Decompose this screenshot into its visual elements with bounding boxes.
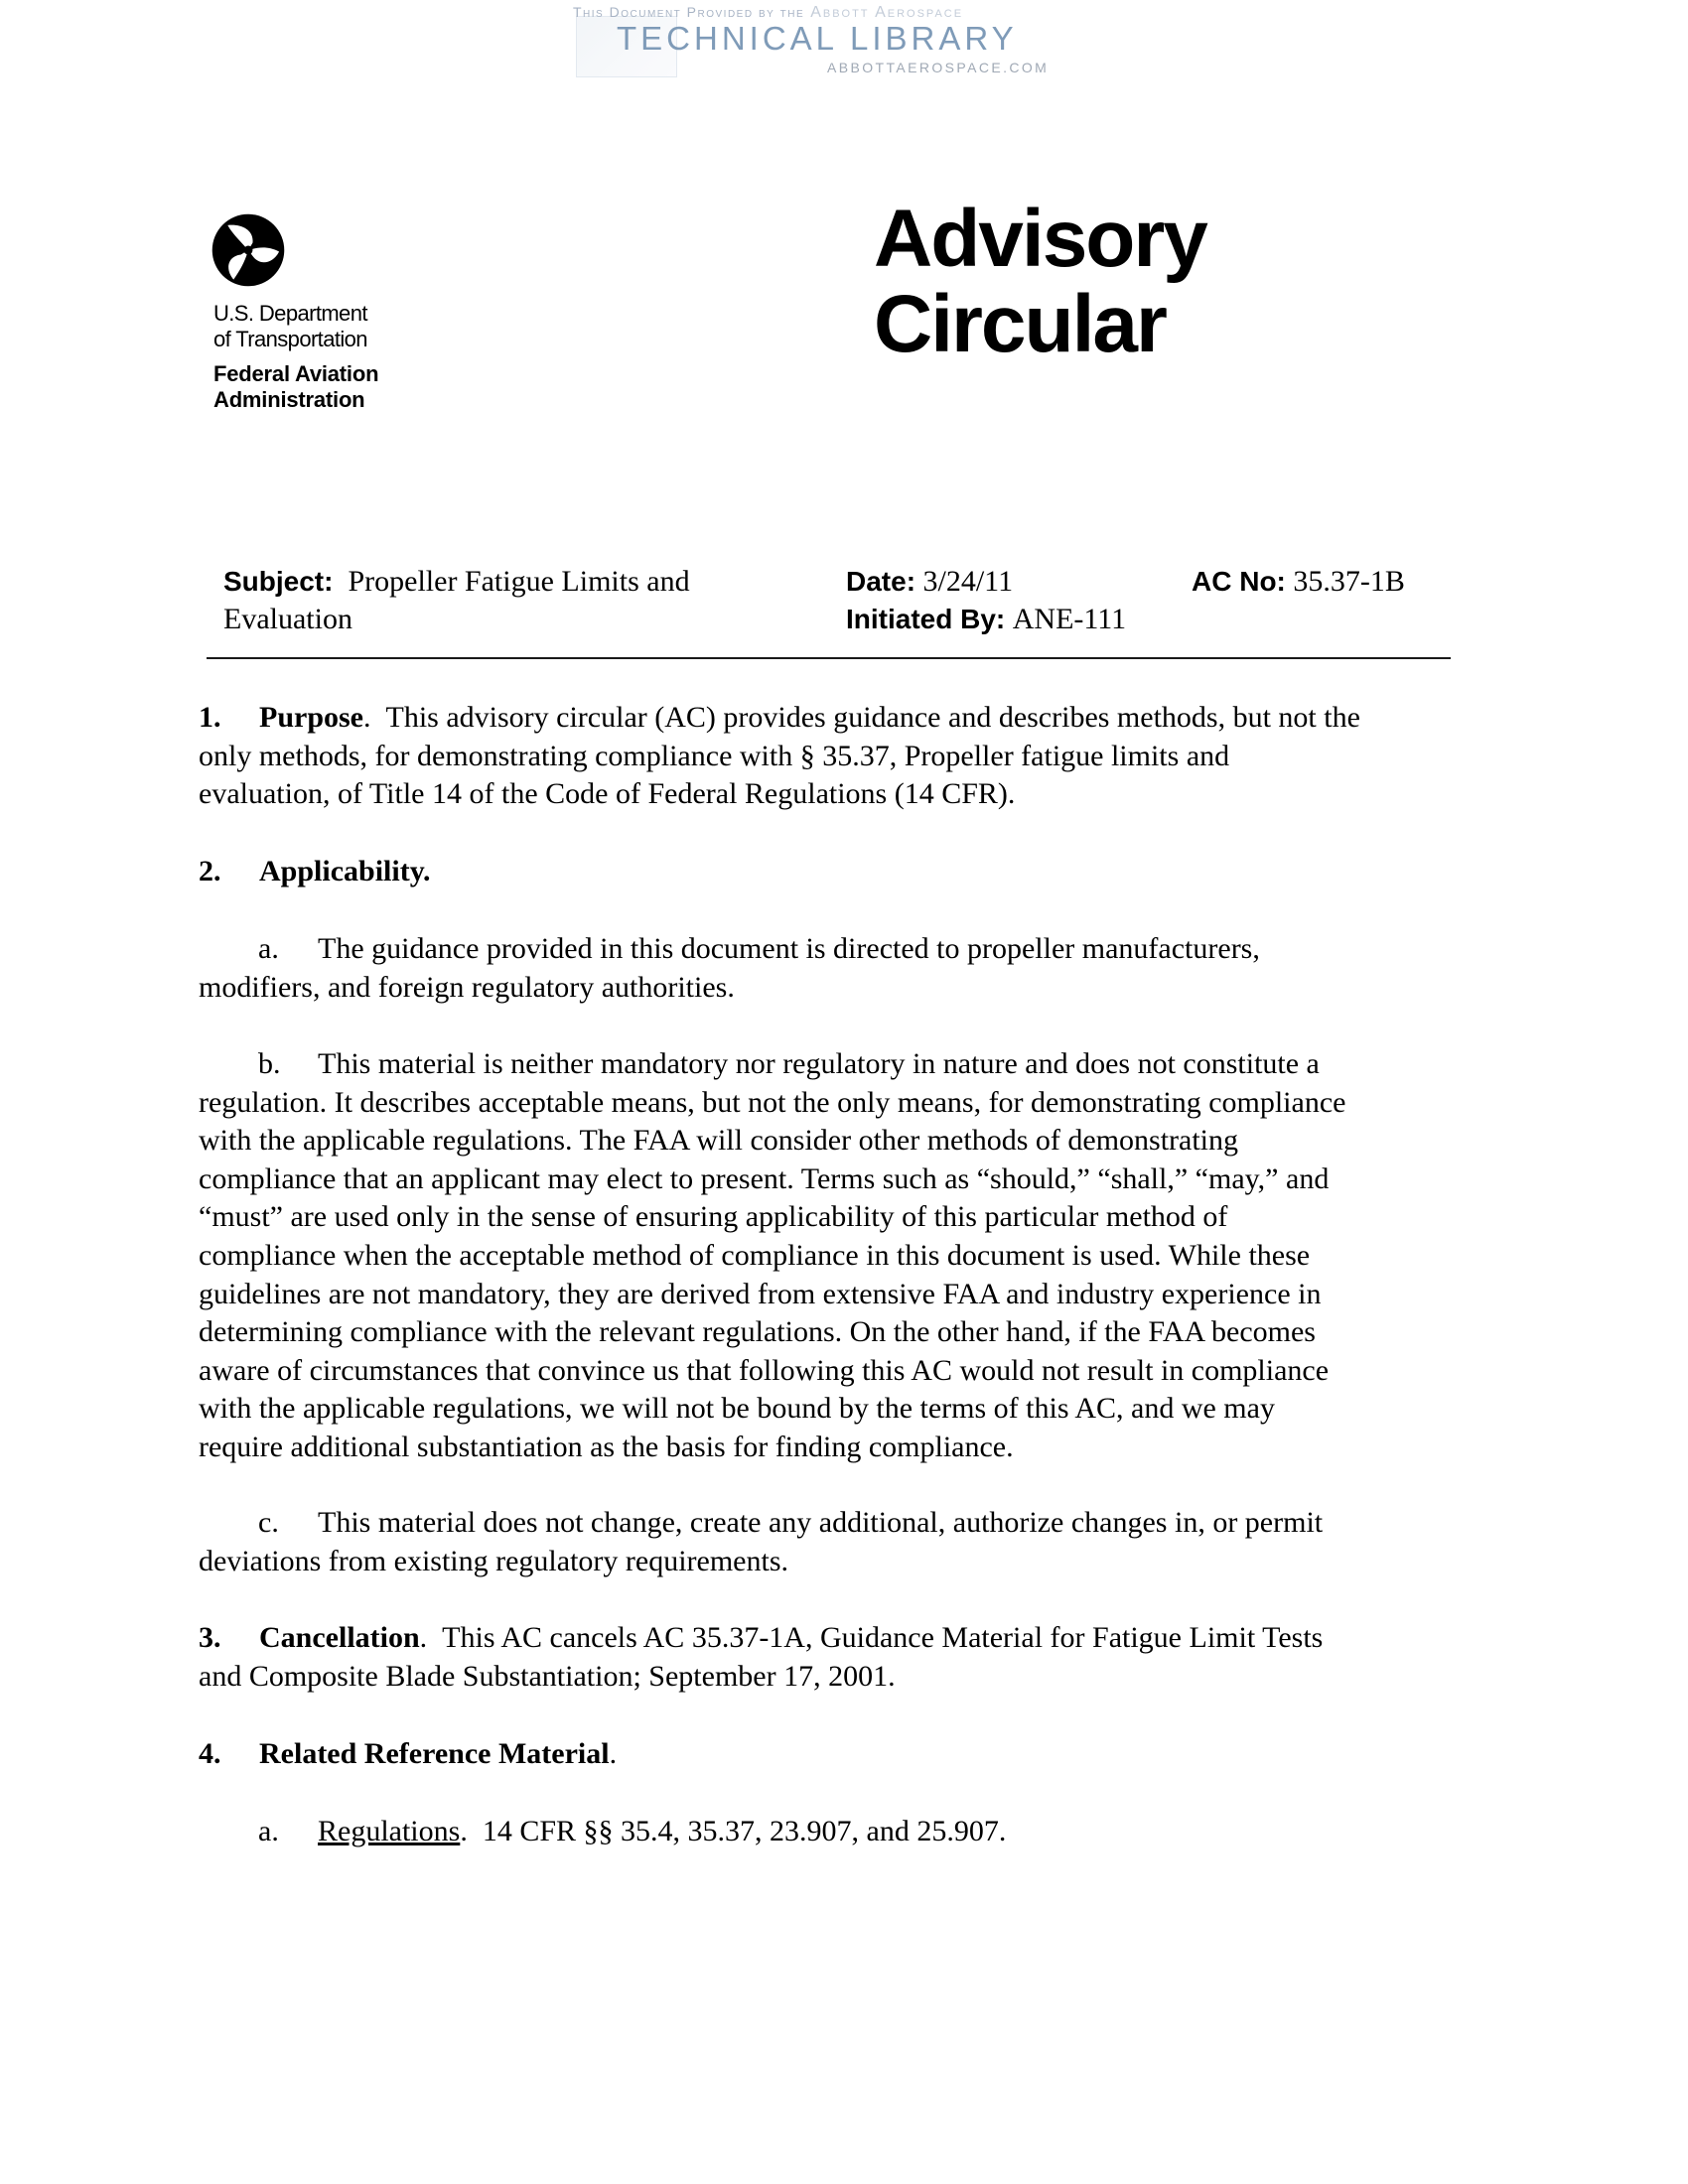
technical-library-watermark <box>571 4 1107 75</box>
dept-line-2: of Transportation <box>213 327 367 351</box>
section-purpose <box>199 699 1489 814</box>
faa-line-1: Federal Aviation <box>213 361 379 386</box>
section-heading: Applicability. <box>259 855 431 887</box>
text-line: require additional substantiation as the basis for finding compliance. <box>199 1430 1014 1463</box>
text-line: compliance when the acceptable method of compliance in this document is used. While these <box>199 1238 1311 1272</box>
text-line: This material does not change, create any additional, authorize changes in, or permit <box>318 1506 1324 1539</box>
label-period: . <box>460 1815 468 1847</box>
text-line: evaluation, of Title 14 of the Code of Federal Regulations (14 CFR). <box>199 777 1016 811</box>
subject-value-line-1: Propeller Fatigue Limits and <box>348 565 690 598</box>
date-value: 3/24/11 <box>922 565 1014 598</box>
section-number: 4. <box>199 1737 221 1770</box>
watermark-url: ABBOTTAEROSPACE.COM <box>827 60 1050 75</box>
text-line: only methods, for demonstrating compliance with § 35.37, Propeller fatigue limits and <box>199 739 1230 772</box>
text-line: This advisory circular (AC) provides guidance and describes methods, but not the <box>385 701 1360 734</box>
ac-number-field <box>1192 563 1405 601</box>
faa-line-2: Administration <box>213 387 365 412</box>
dot-triskelion-logo-icon <box>211 213 285 287</box>
heading-period: . <box>363 701 371 734</box>
subject-field <box>223 563 690 638</box>
regulations-text: 14 CFR §§ 35.4, 35.37, 23.907, and 25.907. <box>482 1815 1007 1847</box>
date-initiated-field <box>846 563 1126 638</box>
text-line: guidelines are not mandatory, they are derived from extensive FAA and industry experience in <box>199 1277 1322 1310</box>
subject-label: Subject: <box>223 566 334 597</box>
heading-period: . <box>609 1737 618 1770</box>
advisory-circular-title <box>874 194 1206 369</box>
section-heading: Related Reference Material <box>259 1737 610 1770</box>
heading-period: . <box>419 1621 428 1654</box>
text-line: This material is neither mandatory nor regulatory in nature and does not constitute a <box>318 1047 1320 1080</box>
ac-no-value: 35.37-1B <box>1293 565 1405 598</box>
title-line-2: Circular <box>874 279 1166 369</box>
text-line: with the applicable regulations, we will not be bound by the terms of this AC, and we may <box>199 1392 1275 1426</box>
initiated-by-label: Initiated By: <box>846 604 1006 634</box>
applicability-item-c <box>199 1504 1489 1580</box>
section-related-reference <box>199 1735 1489 1774</box>
watermark-prefix: This Document Provided by the <box>573 4 805 20</box>
subject-value-line-2: Evaluation <box>223 603 352 635</box>
applicability-item-a <box>199 930 1489 1007</box>
text-line: modifiers, and foreign regulatory authorities. <box>199 970 735 1004</box>
item-letter: a. <box>258 932 279 965</box>
regulations-label: Regulations <box>318 1815 461 1847</box>
text-line: compliance that an applicant may elect to present. Terms such as “should,” “shall,” “may,” and <box>199 1161 1330 1195</box>
section-cancellation <box>199 1619 1489 1696</box>
text-line: with the applicable regulations. The FAA will consider other methods of demonstrating <box>199 1124 1239 1158</box>
text-line: determining compliance with the relevant regulations. On the other hand, if the FAA becomes <box>199 1315 1316 1349</box>
watermark-brand: Abbott Aerospace <box>810 4 964 21</box>
text-line: and Composite Blade Substantiation; September 17, 2001. <box>199 1659 896 1693</box>
text-line: regulation. It describes acceptable means, but not the only means, for demonstrating compliance <box>199 1085 1346 1119</box>
text-line: “must” are used only in the sense of ensuring applicability of this particular method of <box>199 1200 1228 1234</box>
section-heading: Cancellation <box>259 1621 420 1654</box>
date-label: Date: <box>846 566 916 597</box>
dept-line-1: U.S. Department <box>213 301 367 326</box>
applicability-item-b <box>199 1045 1489 1467</box>
item-letter: b. <box>258 1047 281 1080</box>
ac-no-label: AC No: <box>1192 566 1286 597</box>
section-number: 2. <box>199 855 221 887</box>
title-line-1: Advisory <box>874 194 1206 284</box>
agency-block <box>213 301 378 413</box>
related-item-a <box>199 1813 1489 1851</box>
section-heading: Purpose <box>259 701 363 734</box>
section-number: 3. <box>199 1621 221 1654</box>
item-letter: c. <box>258 1506 279 1539</box>
section-number: 1. <box>199 701 221 734</box>
item-letter: a. <box>258 1815 279 1847</box>
text-line: The guidance provided in this document is directed to propeller manufacturers, <box>318 932 1260 965</box>
text-line: deviations from existing regulatory requirements. <box>199 1544 789 1577</box>
text-line: aware of circumstances that convince us that following this AC would not result in compliance <box>199 1353 1330 1387</box>
header-divider <box>207 657 1451 659</box>
section-applicability <box>199 853 1489 891</box>
text-line: This AC cancels AC 35.37-1A, Guidance Material for Fatigue Limit Tests <box>442 1621 1324 1654</box>
watermark-title: TECHNICAL LIBRARY <box>617 20 1018 57</box>
initiated-by-value: ANE-111 <box>1012 603 1127 635</box>
